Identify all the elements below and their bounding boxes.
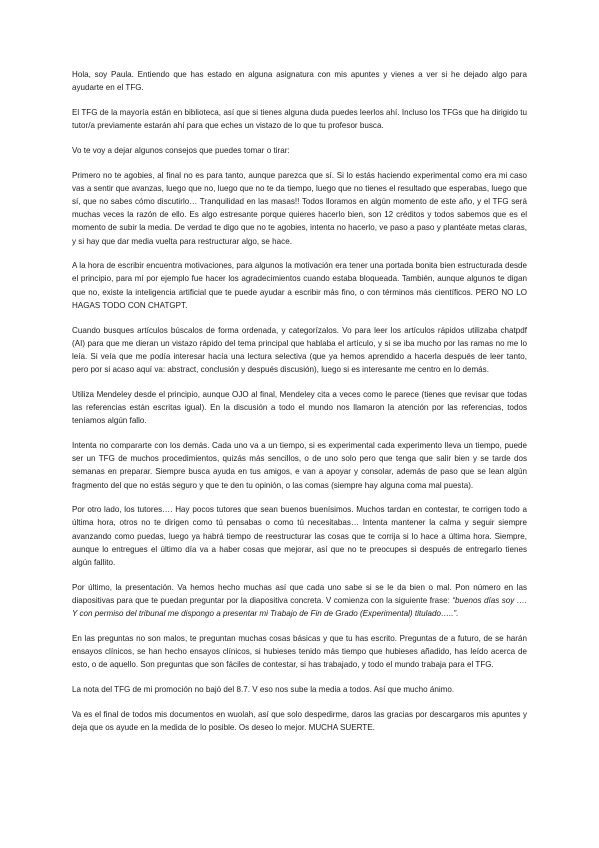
presentacion-text: Por último, la presentación. Va hemos hecho muchas así que cada uno sabe si se le da bien o mal. Pon número en las diapositivas para que te puedan preguntar por la diapositiva concreta. V comienza con la siguiente frase: [72, 582, 527, 605]
paragraph-motivaciones: A la hora de escribir encuentra motivaciones, para algunos la motivación era tener una portada bonita bien estructurada desde el principio, para mí por ejemplo fue hacer los agradecimientos cuando estaba bloqueada. También, aunque algunos te digan que no, existe la inteligencia artificial que te puede ayudar a escribir más fino, o con términos más científicos. PERO NO LO HAGAS TODO CON CHATGPT. [72, 261, 527, 310]
paragraph-no-agobies: Primero no te agobies, al final no es para tanto, aunque parezca que sí. Si lo estás haciendo experimental como era mi caso vas a sentir que avanzas, luego que no, luego que no te da tiempo, luego que no tienes el resultado que esperabas, luego que sí, que no sabes cómo discutirlo… Tranquilidad en las masas!! Todos lloramos en algún momento de este año, y el TFG será muchas veces la razón de ello. Es algo estresante porque quieres hacerlo bien, son 12 créditos y todos sabemos que es el momento de subir la media. De verdad te digo que no te agobies, intenta no hacerlo, ve paso a paso y plantéate metas claras, y si hay que dar media vuelta para restructurar algo, se hace. [72, 170, 527, 246]
paragraph-articulos: Cuando busques artículos búscalos de forma ordenada, y categorízalos. Vo para leer los artículos rápidos utilizaba chatpdf (AI) para que me dieran un vistazo rápido del tema principal que hablaba el artículo, y si se iba mucho por las ramas no me lo leía. Si veía que me podía interesar hacía una lectura selectiva (que ya hemos aprendido a hacerla después de leer tanto, pero por si acaso aquí va: abstract, conclusión y después discusión), luego si es interesante me centro en lo demás. [72, 325, 527, 375]
paragraph-nota: La nota del TFG de mi promoción no bajó del 8.7. V eso nos sube la media a todos. Así que mucho ánimo. [72, 685, 455, 695]
paragraph-preguntas: En las preguntas no son malos, te preguntan muchas cosas básicas y que tu has escrito. Preguntas de a futuro, de se harán ensayos clínicos, se han hecho ensayos clínicos, si hubieses tenido más tiempo que hubieses añadido, has leído acerca de esto, o de aquello. Son preguntas que son fáciles de contestar, si has trabajado, y todo el mundo trabaja para el TFG. [72, 633, 527, 670]
presentacion-quote: “buenos días soy …. Y con permiso del tribunal me dispongo a presentar mi Trabajo de Fin de Grado (Experimental) titulado…..”. [72, 596, 528, 619]
paragraph-biblioteca: El TFG de la mayoría están en biblioteca, así que si tienes alguna duda puedes leerlos ahí. Incluso los TFGs que ha dirigido tu tutor/a previamente estarán ahí para que eches un vistazo de lo que tu profesor busca. [72, 107, 527, 131]
paragraph-comparar: Intenta no compararte con los demás. Cada uno va a un tiempo, si es experimental cada experimento lleva un tiempo, puede ser un TFG de muchos procedimientos, quizás más sencillos, o de uno solo pero que tenga que salir bien y se tarde dos semanas en preparar. Siempre busca ayuda en tus amigos, e van a apoyar y consolar, además de paso que se lean algún fragmento del que no estás seguro y que te den tu opinión, o las comas (siempre hay alguna coma mal puesta). [72, 440, 527, 490]
paragraph-intro: Hola, soy Paula. Entiendo que has estado en alguna asignatura con mis apuntes y vienes a ver si he dejado algo para ayudarte en el TFG. [72, 70, 527, 93]
paragraph-tutores: Por otro lado, los tutores…. Hay pocos tutores que sean buenos buenísimos. Muchos tardan en contestar, te corrigen todo a última hora, otros no te dirigen como tú pensabas o como tú necesitabas… Intenta mantener la calma y seguir siempre avanzando como puedas, luego ya habrá tiempo de reestructurar las cosas que te corrija si lo hace a última hora. Siempre, aunque lo entregues el último día va a haber cosas que mejorar, así que no te preocupes si después de entregarlo tienes algún fallito. [72, 505, 527, 568]
paragraph-presentacion [72, 581, 527, 621]
paragraph-despedida: Va es el final de todos mis documentos en wuolah, así que solo despedirme, daros las gracias por descargaros mis apuntes y deja que os ayude en la medida de lo posible. Os deseo lo mejor. MUCHA SUERTE. [72, 709, 527, 732]
paragraph-mendeley: Utiliza Mendeley desde el principio, aunque OJO al final, Mendeley cita a veces como le parece (tienes que revisar que todas las referencias están escritas igual). En la discusión a todo el mundo nos llamaron la atención por las referencias, todos teníamos algún fallo. [72, 389, 527, 426]
paragraph-consejos: Vo te voy a dejar algunos consejos que puedes tomar o tirar: [72, 145, 290, 155]
